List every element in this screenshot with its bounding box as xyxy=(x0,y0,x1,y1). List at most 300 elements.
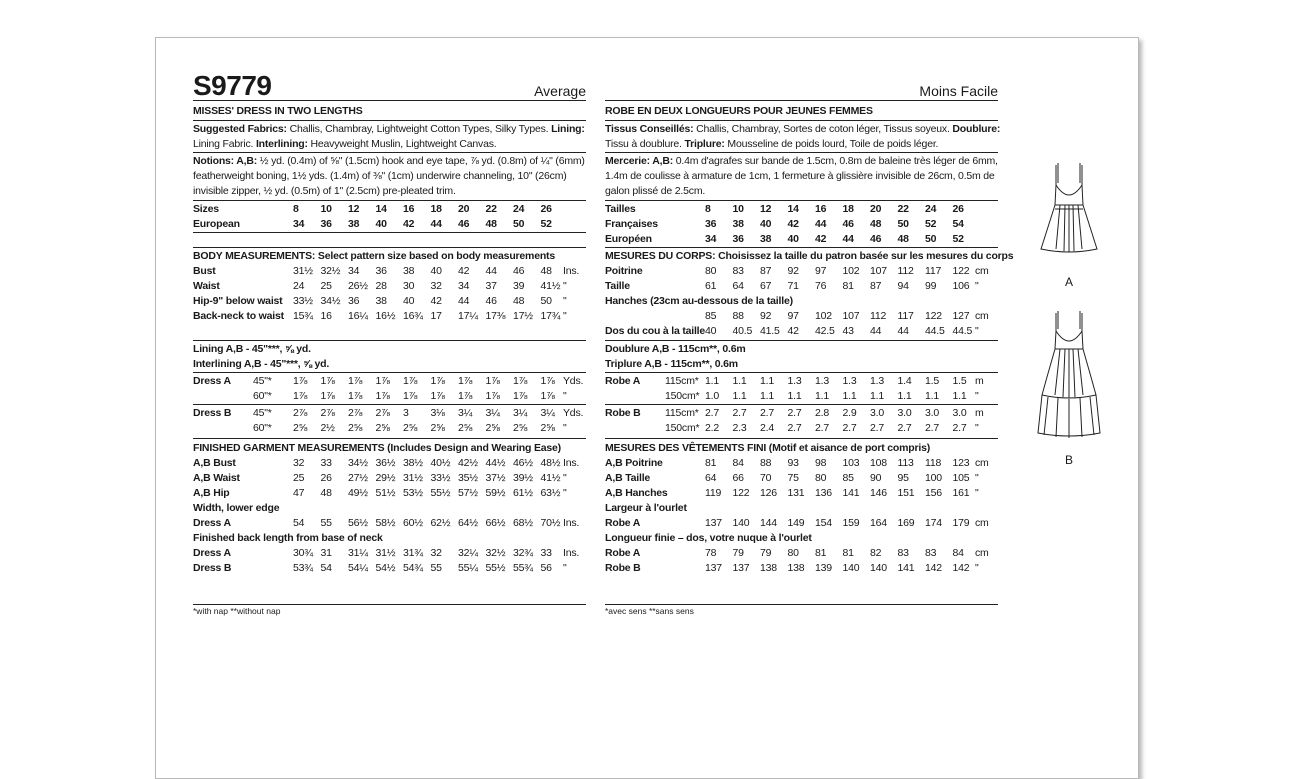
table-cell: 1.1 xyxy=(732,390,747,402)
table-cell: 112 xyxy=(870,310,887,322)
table-cell: 1.3 xyxy=(815,375,829,387)
table-cell: 1⅞ xyxy=(430,375,445,387)
table-cell: 54 xyxy=(293,517,305,529)
table-cell: 174 xyxy=(925,517,942,529)
table-cell: 2.7 xyxy=(815,422,829,434)
table-cell: 44 xyxy=(815,218,827,230)
table-row xyxy=(605,501,998,516)
unit-label: Ins. xyxy=(563,265,580,277)
lining-yardage-fr: Doublure A,B - 115cm**, 0.6m xyxy=(605,343,746,355)
row-label: Hanches (23cm au-dessous de la taille) xyxy=(605,295,793,307)
body-measurements-title: BODY MEASUREMENTS: Select pattern size based on body measurements xyxy=(193,250,555,262)
row-label: A,B Bust xyxy=(193,457,236,469)
table-cell: 1.1 xyxy=(787,390,802,402)
table-cell: 46 xyxy=(485,295,497,307)
table-row xyxy=(193,264,586,279)
table-cell: 40 xyxy=(430,265,442,277)
row-label: Dress A xyxy=(193,547,231,559)
table-cell: 50 xyxy=(513,218,525,230)
table-cell: 17⅜ xyxy=(485,310,506,322)
table-cell: 1.1 xyxy=(925,390,939,402)
table-cell: 113 xyxy=(897,457,914,469)
fabric-width: 60"* xyxy=(253,422,272,434)
table-cell: 127 xyxy=(952,310,970,322)
row-label: Width, lower edge xyxy=(193,502,280,514)
table-cell: 38 xyxy=(348,218,360,230)
row-label: Tailles xyxy=(605,203,636,215)
table-cell: 55¼ xyxy=(458,562,478,574)
table-cell: 118 xyxy=(925,457,942,469)
table-cell: 61½ xyxy=(513,487,533,499)
table-row xyxy=(605,309,998,324)
row-label: Finished back length from base of neck xyxy=(193,532,383,544)
unit-label: Yds. xyxy=(563,407,584,419)
table-cell: 2⅝ xyxy=(513,422,528,434)
row-label: A,B Hanches xyxy=(605,487,668,499)
table-row xyxy=(605,421,998,436)
table-cell: 36½ xyxy=(375,457,396,469)
table-cell: 98 xyxy=(815,457,827,469)
row-label: Robe A xyxy=(605,375,641,387)
table-cell: 44 xyxy=(458,295,470,307)
table-cell: 10 xyxy=(732,203,744,215)
table-cell: 144 xyxy=(760,517,777,529)
table-cell: 46 xyxy=(458,218,470,230)
row-label: Taille xyxy=(605,280,630,292)
table-cell: 48 xyxy=(513,295,525,307)
table-cell: 36 xyxy=(732,233,744,245)
table-cell: 1⅞ xyxy=(458,390,473,402)
table-cell: 38 xyxy=(732,218,744,230)
table-cell: 32 xyxy=(293,457,305,469)
table-cell: 1.1 xyxy=(760,375,774,387)
table-cell: 48 xyxy=(540,265,552,277)
table-cell: 2⅝ xyxy=(458,422,473,434)
dress-b-sketch xyxy=(1036,309,1102,441)
table-cell: 52 xyxy=(540,218,552,230)
unit-label: " xyxy=(975,280,979,292)
table-row xyxy=(193,294,586,309)
table-cell: 46½ xyxy=(513,457,533,469)
table-cell: 17¼ xyxy=(458,310,478,322)
table-cell: 108 xyxy=(870,457,887,469)
row-label: Sizes xyxy=(193,203,219,215)
text-line: Suggested Fabrics: Challis, Chambray, Lightweight Cotton Types, Silky Types. Lining: xyxy=(193,123,585,135)
table-cell: 95 xyxy=(897,472,909,484)
table-cell: 41.5 xyxy=(760,325,780,337)
table-cell: 48 xyxy=(870,218,882,230)
body-measurements-table xyxy=(193,264,586,324)
table-cell: 138 xyxy=(760,562,777,574)
table-cell: 62½ xyxy=(430,517,451,529)
unit-label: " xyxy=(975,325,979,337)
table-cell: 1.3 xyxy=(870,375,884,387)
table-cell: 3.0 xyxy=(870,407,884,419)
table-cell: 92 xyxy=(787,265,799,277)
table-cell: 34½ xyxy=(348,457,368,469)
table-cell: 48 xyxy=(485,218,497,230)
fabric-width: 150cm* xyxy=(665,390,700,402)
text-line: Mercerie: A,B: 0.4m d'agrafes sur bande de 1.5cm, 0.8m de baleine très léger de 6mm, xyxy=(605,155,998,167)
sizes-table xyxy=(193,202,586,232)
unit-label: " xyxy=(563,310,567,322)
table-cell: 2.2 xyxy=(705,422,719,434)
table-cell: 117 xyxy=(925,265,942,277)
unit-label: Yds. xyxy=(563,375,584,387)
table-cell: 79 xyxy=(760,547,772,559)
view-a-label: A xyxy=(1064,275,1073,289)
table-row xyxy=(193,531,586,546)
table-cell: 1⅞ xyxy=(348,375,363,387)
table-cell: 2⅞ xyxy=(375,407,390,419)
table-cell: 81 xyxy=(815,547,827,559)
table-cell: 40 xyxy=(705,325,717,337)
difficulty-level-fr: Moins Facile xyxy=(919,83,998,99)
table-cell: 31½ xyxy=(375,547,396,559)
table-cell: 137 xyxy=(705,517,722,529)
dress-b-illustration xyxy=(1036,309,1102,441)
table-cell: 161 xyxy=(952,487,970,499)
table-row xyxy=(193,561,586,576)
table-cell: 88 xyxy=(732,310,744,322)
row-label: Back-neck to waist xyxy=(193,310,284,322)
table-cell: 36 xyxy=(348,295,360,307)
table-cell: 3¼ xyxy=(485,407,500,419)
table-cell: 71 xyxy=(787,280,799,292)
row-label: Dress B xyxy=(193,407,232,419)
table-cell: 40 xyxy=(787,233,799,245)
table-row xyxy=(605,406,998,421)
table-cell: 2⅝ xyxy=(348,422,363,434)
table-cell: 48 xyxy=(320,487,332,499)
table-row xyxy=(605,516,998,531)
table-cell: 1⅞ xyxy=(375,390,390,402)
table-cell: 59½ xyxy=(485,487,506,499)
table-cell: 26 xyxy=(320,472,332,484)
table-cell: 66 xyxy=(732,472,744,484)
table-cell: 53¾ xyxy=(293,562,313,574)
table-cell: 34 xyxy=(348,265,360,277)
table-cell: 1⅞ xyxy=(293,390,308,402)
unit-label: Ins. xyxy=(563,547,580,559)
row-label: A,B Taille xyxy=(605,472,651,484)
table-cell: 64 xyxy=(732,280,744,292)
table-cell: 10 xyxy=(320,203,332,215)
table-cell: 33½ xyxy=(293,295,313,307)
table-cell: 16 xyxy=(320,310,332,322)
table-cell: 55¾ xyxy=(513,562,533,574)
table-cell: 44 xyxy=(897,325,909,337)
row-label: Françaises xyxy=(605,218,658,230)
footnote: *with nap **without nap xyxy=(193,606,281,616)
table-cell: 31¾ xyxy=(403,547,423,559)
table-cell: 2⅝ xyxy=(293,422,308,434)
footnote-fr: *avec sens **sans sens xyxy=(605,606,694,616)
row-label: Robe A xyxy=(605,547,641,559)
table-cell: 42 xyxy=(403,218,415,230)
table-row xyxy=(605,217,998,232)
table-cell: 3⅛ xyxy=(430,407,445,419)
pattern-envelope-back xyxy=(155,37,1139,779)
table-row xyxy=(193,202,586,217)
table-cell: 83 xyxy=(925,547,937,559)
table-cell: 42 xyxy=(458,265,470,277)
table-cell: 85 xyxy=(842,472,854,484)
table-row xyxy=(193,456,586,471)
table-cell: 3.0 xyxy=(897,407,912,419)
text-line: 1.4m de coulisse à armature de 1cm, 1 fermeture à glissière invisible de 26cm, 0.5m de xyxy=(605,170,995,182)
table-cell: 54¼ xyxy=(348,562,368,574)
table-cell: 70 xyxy=(760,472,772,484)
dress-a-sketch xyxy=(1036,161,1102,257)
table-cell: 31 xyxy=(320,547,332,559)
table-cell: 82 xyxy=(870,547,882,559)
table-cell: 1.3 xyxy=(842,375,857,387)
table-cell: 140 xyxy=(732,517,750,529)
table-cell: 41½ xyxy=(540,472,561,484)
table-row xyxy=(605,389,998,404)
body-measurements-table-fr xyxy=(605,264,998,339)
interlining-yardage: Interlining A,B - 45"***, ⅝ yd. xyxy=(193,358,330,370)
table-cell: 42 xyxy=(787,325,799,337)
table-cell: 17 xyxy=(430,310,442,322)
table-cell: 126 xyxy=(760,487,777,499)
table-cell: 1.0 xyxy=(705,390,719,402)
unit-label: " xyxy=(563,280,567,292)
unit-label: " xyxy=(563,472,567,484)
table-cell: 24 xyxy=(513,203,525,215)
table-row xyxy=(605,374,998,389)
row-label: A,B Waist xyxy=(193,472,240,484)
dress-a-illustration xyxy=(1036,161,1102,257)
table-cell: 44½ xyxy=(485,457,506,469)
table-cell: 8 xyxy=(293,203,299,215)
table-cell: 102 xyxy=(815,310,832,322)
lining-yardage: Lining A,B - 45"***, ⅝ yd. xyxy=(193,343,311,355)
table-cell: 55 xyxy=(430,562,442,574)
table-cell: 29½ xyxy=(375,472,396,484)
table-cell: 1⅞ xyxy=(375,375,390,387)
dress-a-yardage xyxy=(193,374,586,404)
table-row xyxy=(605,471,998,486)
table-cell: 18 xyxy=(842,203,854,215)
table-cell: 1.1 xyxy=(760,390,774,402)
table-cell: 90 xyxy=(870,472,882,484)
row-label: Largeur à l'ourlet xyxy=(605,502,687,514)
table-cell: 34 xyxy=(293,218,305,230)
unit-label: Ins. xyxy=(563,457,580,469)
table-cell: 122 xyxy=(952,265,970,277)
table-cell: 44.5 xyxy=(952,325,973,337)
table-cell: 32¼ xyxy=(458,547,478,559)
unit-label: " xyxy=(975,562,979,574)
table-cell: 156 xyxy=(925,487,942,499)
row-label: Européen xyxy=(605,233,652,245)
table-cell: 2⅞ xyxy=(293,407,308,419)
table-cell: 36 xyxy=(705,218,717,230)
table-cell: 32 xyxy=(430,547,442,559)
fabric-width: 150cm* xyxy=(665,422,700,434)
table-cell: 50 xyxy=(925,233,937,245)
table-cell: 119 xyxy=(705,487,722,499)
table-cell: 2.7 xyxy=(925,422,939,434)
table-cell: 92 xyxy=(760,310,772,322)
table-cell: 137 xyxy=(732,562,750,574)
table-cell: 37 xyxy=(485,280,497,292)
table-cell: 31¼ xyxy=(348,547,368,559)
table-cell: 54 xyxy=(952,218,964,230)
finished-measurements-table xyxy=(193,456,586,576)
table-cell: 46 xyxy=(842,218,854,230)
fabric-width: 60"* xyxy=(253,390,272,402)
table-cell: 36 xyxy=(320,218,332,230)
table-cell: 56 xyxy=(540,562,552,574)
table-cell: 40.5 xyxy=(732,325,753,337)
table-cell: 140 xyxy=(870,562,887,574)
table-cell: 1⅞ xyxy=(485,375,500,387)
row-label: A,B Poitrine xyxy=(605,457,663,469)
row-label: Dos du cou à la taille xyxy=(605,325,706,337)
text-line: Notions: A,B: ½ yd. (0.4m) of ⅝" (1.5cm) hook and eye tape, ⅞ yd. (0.8m) of ¼" (6mm) xyxy=(193,155,585,167)
table-cell: 2⅝ xyxy=(485,422,500,434)
table-cell: 60½ xyxy=(403,517,423,529)
table-cell: 46 xyxy=(513,265,525,277)
dress-b-yardage xyxy=(193,406,586,436)
table-cell: 38 xyxy=(760,233,772,245)
table-cell: 17¾ xyxy=(540,310,561,322)
table-cell: 138 xyxy=(787,562,805,574)
table-cell: 154 xyxy=(815,517,832,529)
table-cell: 39½ xyxy=(513,472,533,484)
table-cell: 40½ xyxy=(430,457,451,469)
table-row xyxy=(193,516,586,531)
notions-text xyxy=(193,154,586,199)
table-cell: 141 xyxy=(842,487,860,499)
table-row xyxy=(605,546,998,561)
table-cell: 32¾ xyxy=(513,547,533,559)
table-cell: 140 xyxy=(842,562,860,574)
table-cell: 1⅞ xyxy=(320,390,335,402)
table-cell: 2.7 xyxy=(760,407,774,419)
table-cell: 1.5 xyxy=(925,375,939,387)
table-cell: 20 xyxy=(458,203,470,215)
unit-label: cm xyxy=(975,265,989,277)
table-row xyxy=(605,232,998,247)
table-cell: 1⅞ xyxy=(540,375,555,387)
table-cell: 38 xyxy=(403,265,415,277)
unit-label: " xyxy=(563,295,567,307)
table-cell: 34 xyxy=(458,280,470,292)
table-cell: 16 xyxy=(403,203,415,215)
table-cell: 137 xyxy=(705,562,722,574)
table-cell: 1.1 xyxy=(815,390,829,402)
table-cell: 44.5 xyxy=(925,325,945,337)
row-label: Dress B xyxy=(193,562,232,574)
text-line: featherweight boning, 1½ yds. (1.4m) of ⅜" (1cm) underwire channeling, 10" (26cm) xyxy=(193,170,567,182)
table-row xyxy=(605,486,998,501)
sizes-table-fr xyxy=(605,202,998,247)
row-label: Dress A xyxy=(193,517,231,529)
table-cell: 179 xyxy=(952,517,970,529)
table-cell: 142 xyxy=(925,562,942,574)
unit-label: cm xyxy=(975,547,989,559)
row-label: A,B Hip xyxy=(193,487,230,499)
table-cell: 41½ xyxy=(540,280,561,292)
table-cell: 22 xyxy=(897,203,909,215)
text-line: invisible zipper, ½ yd. (0.5m) of 1" (2.5cm) pre-pleated trim. xyxy=(193,185,456,197)
table-cell: 78 xyxy=(705,547,717,559)
fabric-width: 115cm* xyxy=(665,407,699,419)
table-cell: 159 xyxy=(842,517,860,529)
table-cell: 142 xyxy=(952,562,970,574)
robe-b-yardage xyxy=(605,406,998,436)
table-cell: 105 xyxy=(952,472,970,484)
table-cell: 2.7 xyxy=(787,422,802,434)
table-cell: 42 xyxy=(430,295,442,307)
table-cell: 34 xyxy=(705,233,717,245)
table-cell: 14 xyxy=(375,203,387,215)
table-cell: 2½ xyxy=(320,422,335,434)
table-cell: 52 xyxy=(925,218,937,230)
table-cell: 8 xyxy=(705,203,711,215)
table-cell: 2⅝ xyxy=(430,422,445,434)
table-cell: 3¼ xyxy=(540,407,555,419)
finished-measurements-table-fr xyxy=(605,456,998,576)
table-cell: 1⅞ xyxy=(348,390,363,402)
table-cell: 3¼ xyxy=(513,407,528,419)
table-cell: 16 xyxy=(815,203,827,215)
row-label: Longueur finie – dos, votre nuque à l'ourlet xyxy=(605,532,812,544)
unit-label: " xyxy=(563,422,567,434)
table-cell: 80 xyxy=(705,265,717,277)
table-cell: 47 xyxy=(293,487,305,499)
table-cell: 54½ xyxy=(375,562,396,574)
table-cell: 50 xyxy=(897,218,909,230)
row-label: Poitrine xyxy=(605,265,643,277)
table-cell: 17½ xyxy=(513,310,533,322)
table-cell: 3.0 xyxy=(925,407,939,419)
table-cell: 164 xyxy=(870,517,887,529)
unit-label: " xyxy=(975,390,979,402)
table-cell: 1.1 xyxy=(705,375,719,387)
text-line: Tissu à doublure. Triplure: Mousseline de poids lourd, Toile de poids léger. xyxy=(605,138,939,150)
table-cell: 122 xyxy=(732,487,750,499)
table-cell: 42.5 xyxy=(815,325,835,337)
table-cell: 85 xyxy=(705,310,717,322)
table-cell: 88 xyxy=(760,457,772,469)
robe-a-yardage xyxy=(605,374,998,404)
unit-label: cm xyxy=(975,457,989,469)
unit-label: m xyxy=(975,375,984,387)
pattern-number: S9779 xyxy=(193,70,272,101)
table-cell: 103 xyxy=(842,457,860,469)
table-cell: 3¼ xyxy=(458,407,473,419)
table-cell: 122 xyxy=(925,310,942,322)
table-cell: 16¾ xyxy=(403,310,423,322)
unit-label: " xyxy=(975,487,979,499)
table-cell: 81 xyxy=(705,457,717,469)
table-cell: 1⅞ xyxy=(513,390,528,402)
table-row xyxy=(605,324,998,339)
table-cell: 44 xyxy=(870,325,882,337)
unit-label: Ins. xyxy=(563,517,580,529)
section-title-fr: ROBE EN DEUX LONGUEURS POUR JEUNES FEMMES xyxy=(605,105,873,117)
table-cell: 106 xyxy=(952,280,970,292)
table-cell: 2⅝ xyxy=(375,422,390,434)
fabric-width: 115cm* xyxy=(665,375,699,387)
table-cell: 1⅞ xyxy=(485,390,500,402)
table-cell: 31½ xyxy=(293,265,313,277)
